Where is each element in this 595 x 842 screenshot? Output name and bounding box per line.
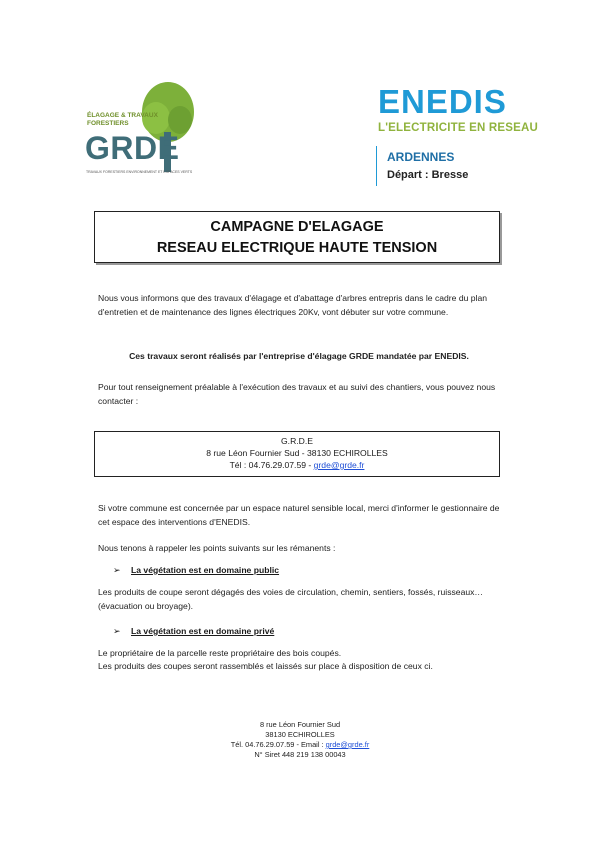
public-domain-paragraph: Les produits de coupe seront dégagés des voies de circulation, chemin, sentiers, fossés, ruisseaux… (évacuation ou broyage). bbox=[98, 587, 484, 611]
region-label: ARDENNES bbox=[387, 150, 455, 164]
title-line-2: RESEAU ELECTRIQUE HAUTE TENSION bbox=[156, 240, 438, 256]
footer-contact-line bbox=[150, 740, 450, 750]
intro-paragraph: Nous vous informons que des travaux d'élagage et d'abattage d'arbres entrepris dans le cadre du plan d'entretien et de maintenance des lignes électriques 20Kv, vont débuter sur votre commune. bbox=[98, 293, 488, 317]
footer-email-link[interactable]: grde@grde.fr bbox=[325, 740, 370, 749]
contact-email-link[interactable]: grde@grde.fr bbox=[313, 460, 365, 470]
public-domain-heading-label: La végétation est en domaine public bbox=[131, 565, 280, 575]
contact-box bbox=[94, 431, 500, 477]
footer-city: 38130 ECHIROLLES bbox=[265, 730, 335, 739]
enedis-tagline: L'ELECTRICITE EN RESEAU bbox=[378, 122, 539, 134]
natural-area-paragraph: Si votre commune est concernée par un espace naturel sensible local, merci d'informer le gestionnaire de cet espace des interventions d'ENEDIS. bbox=[98, 503, 500, 527]
contact-address: 8 rue Léon Fournier Sud - 38130 ECHIROLLES bbox=[206, 448, 388, 458]
grde-subtitle-line2: FORESTIERS bbox=[87, 120, 129, 127]
reminder-paragraph: Nous tenons à rappeler les points suivants sur les rémanents : bbox=[98, 543, 336, 553]
public-domain-heading bbox=[113, 565, 279, 576]
contact-intro-paragraph: Pour tout renseignement préalable à l'exécution des travaux et au suivi des chantiers, vous pouvez nous contacter : bbox=[98, 382, 496, 406]
footer-street: 8 rue Léon Fournier Sud bbox=[259, 720, 341, 729]
depart-label: Départ : Bresse bbox=[387, 169, 469, 181]
notice-paragraph: Ces travaux seront réalisés par l'entreprise d'élagage GRDE mandatée par ENEDIS. bbox=[129, 351, 469, 361]
contact-name: G.R.D.E bbox=[281, 436, 313, 446]
private-domain-text-2: Les produits des coupes seront rassemblés et laissés sur place à disposition de ceux ci. bbox=[98, 661, 433, 671]
contact-phone: Tél : 04.76.29.07.59 - bbox=[229, 460, 314, 470]
grde-subtitle bbox=[87, 112, 158, 128]
private-domain-text-1: Le propriétaire de la parcelle reste propriétaire des bois coupés. bbox=[98, 648, 342, 658]
arrow-bullet-icon: ➢ bbox=[113, 626, 121, 636]
grde-wordmark: GRDE bbox=[85, 130, 180, 166]
footer-phone: Tél. 04.76.29.07.59 - Email : bbox=[230, 740, 326, 749]
enedis-wordmark: ENEDIS bbox=[378, 83, 507, 120]
footer-siret: N° Siret 448 219 138 00043 bbox=[254, 750, 346, 759]
private-domain-heading-label: La végétation est en domaine privé bbox=[131, 626, 275, 636]
grde-subtitle-line1: ÉLAGAGE & TRAVAUX bbox=[87, 112, 158, 119]
footer bbox=[150, 720, 450, 760]
enedis-divider bbox=[376, 146, 377, 186]
title-line-1: CAMPAGNE D'ELAGAGE bbox=[210, 219, 384, 235]
private-domain-heading bbox=[113, 626, 274, 637]
grde-tagline: TRAVAUX FORESTIERS ENVIRONNEMENT ET ESPACES VERTS bbox=[86, 170, 193, 174]
arrow-bullet-icon: ➢ bbox=[113, 565, 121, 575]
contact-phone-line bbox=[95, 459, 499, 471]
title-box bbox=[94, 211, 500, 263]
